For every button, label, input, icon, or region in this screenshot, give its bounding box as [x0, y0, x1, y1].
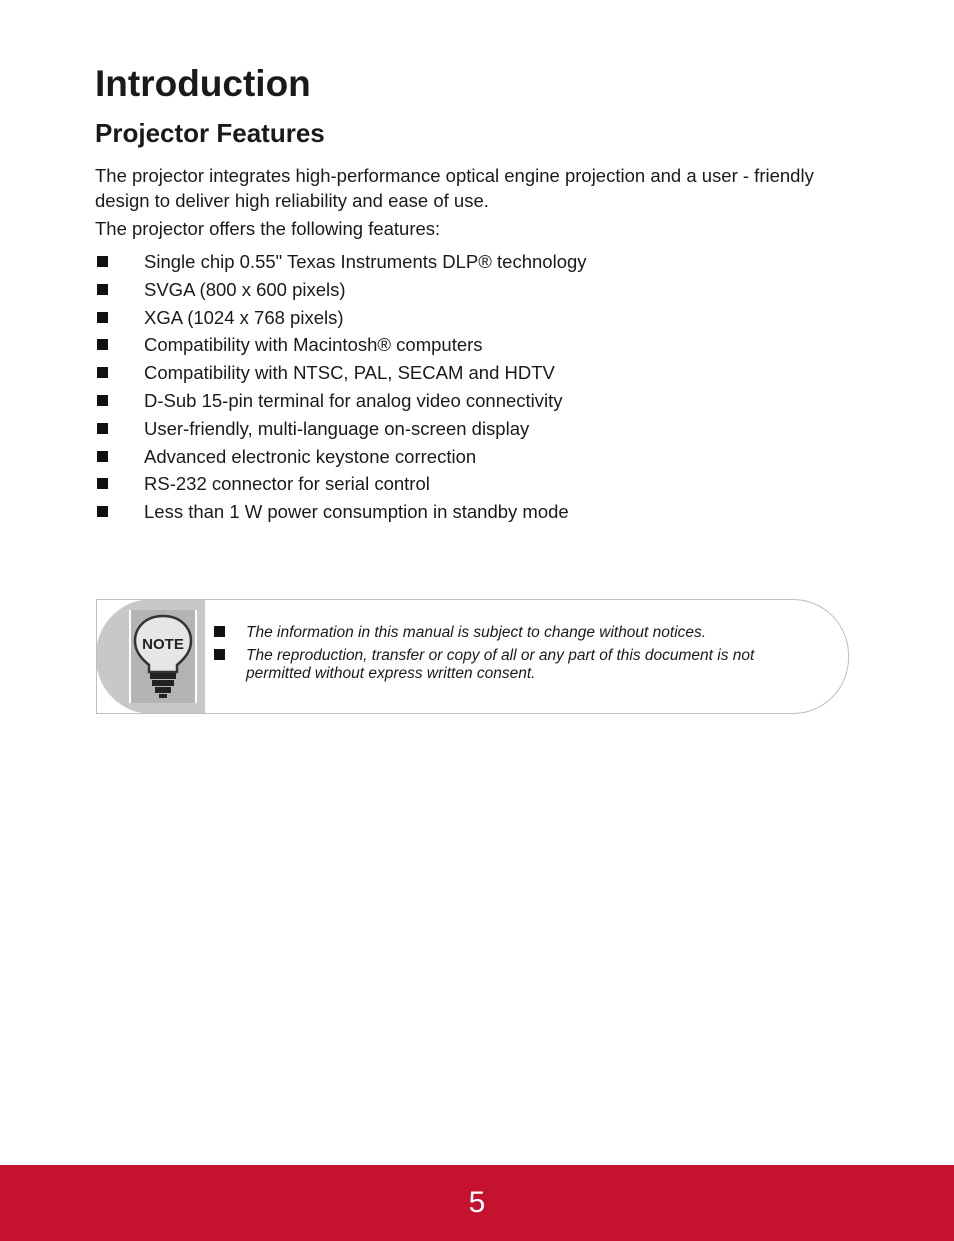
feature-item — [95, 359, 587, 387]
feature-text: User-friendly, multi-language on-screen display — [144, 417, 530, 439]
feature-item — [95, 248, 587, 276]
note-text: The reproduction, transfer or copy of all or any part of this document is not permitted without express written consent. — [246, 647, 755, 682]
page-number: 5 — [468, 1186, 486, 1219]
feature-item — [95, 498, 587, 526]
feature-item — [95, 387, 587, 415]
feature-item — [95, 443, 587, 471]
footer-bar — [0, 1165, 954, 1241]
lightbulb-note-icon — [131, 610, 195, 703]
note-icon-panel — [96, 599, 205, 714]
square-bullet-icon — [97, 284, 108, 295]
feature-item — [95, 470, 587, 498]
section-title: Projector Features — [95, 118, 325, 148]
square-bullet-icon — [97, 451, 108, 462]
feature-text: Less than 1 W power consumption in standby mode — [144, 501, 569, 523]
feature-text: Compatibility with NTSC, PAL, SECAM and HDTV — [144, 362, 555, 384]
square-bullet-icon — [97, 423, 108, 434]
feature-list — [95, 248, 587, 526]
feature-text: XGA (1024 x 768 pixels) — [144, 306, 344, 328]
note-item — [214, 624, 814, 642]
feature-text: Compatibility with Macintosh® computers — [144, 334, 483, 356]
square-bullet-icon — [97, 395, 108, 406]
square-bullet-icon — [214, 626, 225, 637]
square-bullet-icon — [97, 367, 108, 378]
note-box — [96, 599, 849, 714]
features-lead-in: The projector offers the following features: — [95, 218, 441, 239]
page-title: Introduction — [95, 63, 311, 104]
feature-text: D-Sub 15-pin terminal for analog video connectivity — [144, 389, 563, 411]
feature-text: RS-232 connector for serial control — [144, 473, 430, 495]
note-icon-label: NOTE — [142, 636, 184, 653]
feature-item — [95, 304, 587, 332]
feature-item — [95, 415, 587, 443]
square-bullet-icon — [97, 256, 108, 267]
square-bullet-icon — [97, 506, 108, 517]
feature-item — [95, 276, 587, 304]
intro-paragraph: The projector integrates high-performance optical engine projection and a user - friendly design to deliver high reliability and ease of use. — [95, 165, 814, 211]
square-bullet-icon — [97, 478, 108, 489]
square-bullet-icon — [97, 312, 108, 323]
feature-text: Advanced electronic keystone correction — [144, 445, 477, 467]
square-bullet-icon — [97, 339, 108, 350]
note-list — [214, 624, 814, 688]
note-icon-frame — [129, 610, 197, 703]
feature-text: SVGA (800 x 600 pixels) — [144, 278, 346, 300]
note-text: The information in this manual is subject to change without notices. — [246, 624, 707, 641]
note-item — [214, 647, 814, 683]
feature-item — [95, 331, 587, 359]
square-bullet-icon — [214, 649, 225, 660]
feature-text: Single chip 0.55" Texas Instruments DLP® technology — [144, 251, 587, 272]
